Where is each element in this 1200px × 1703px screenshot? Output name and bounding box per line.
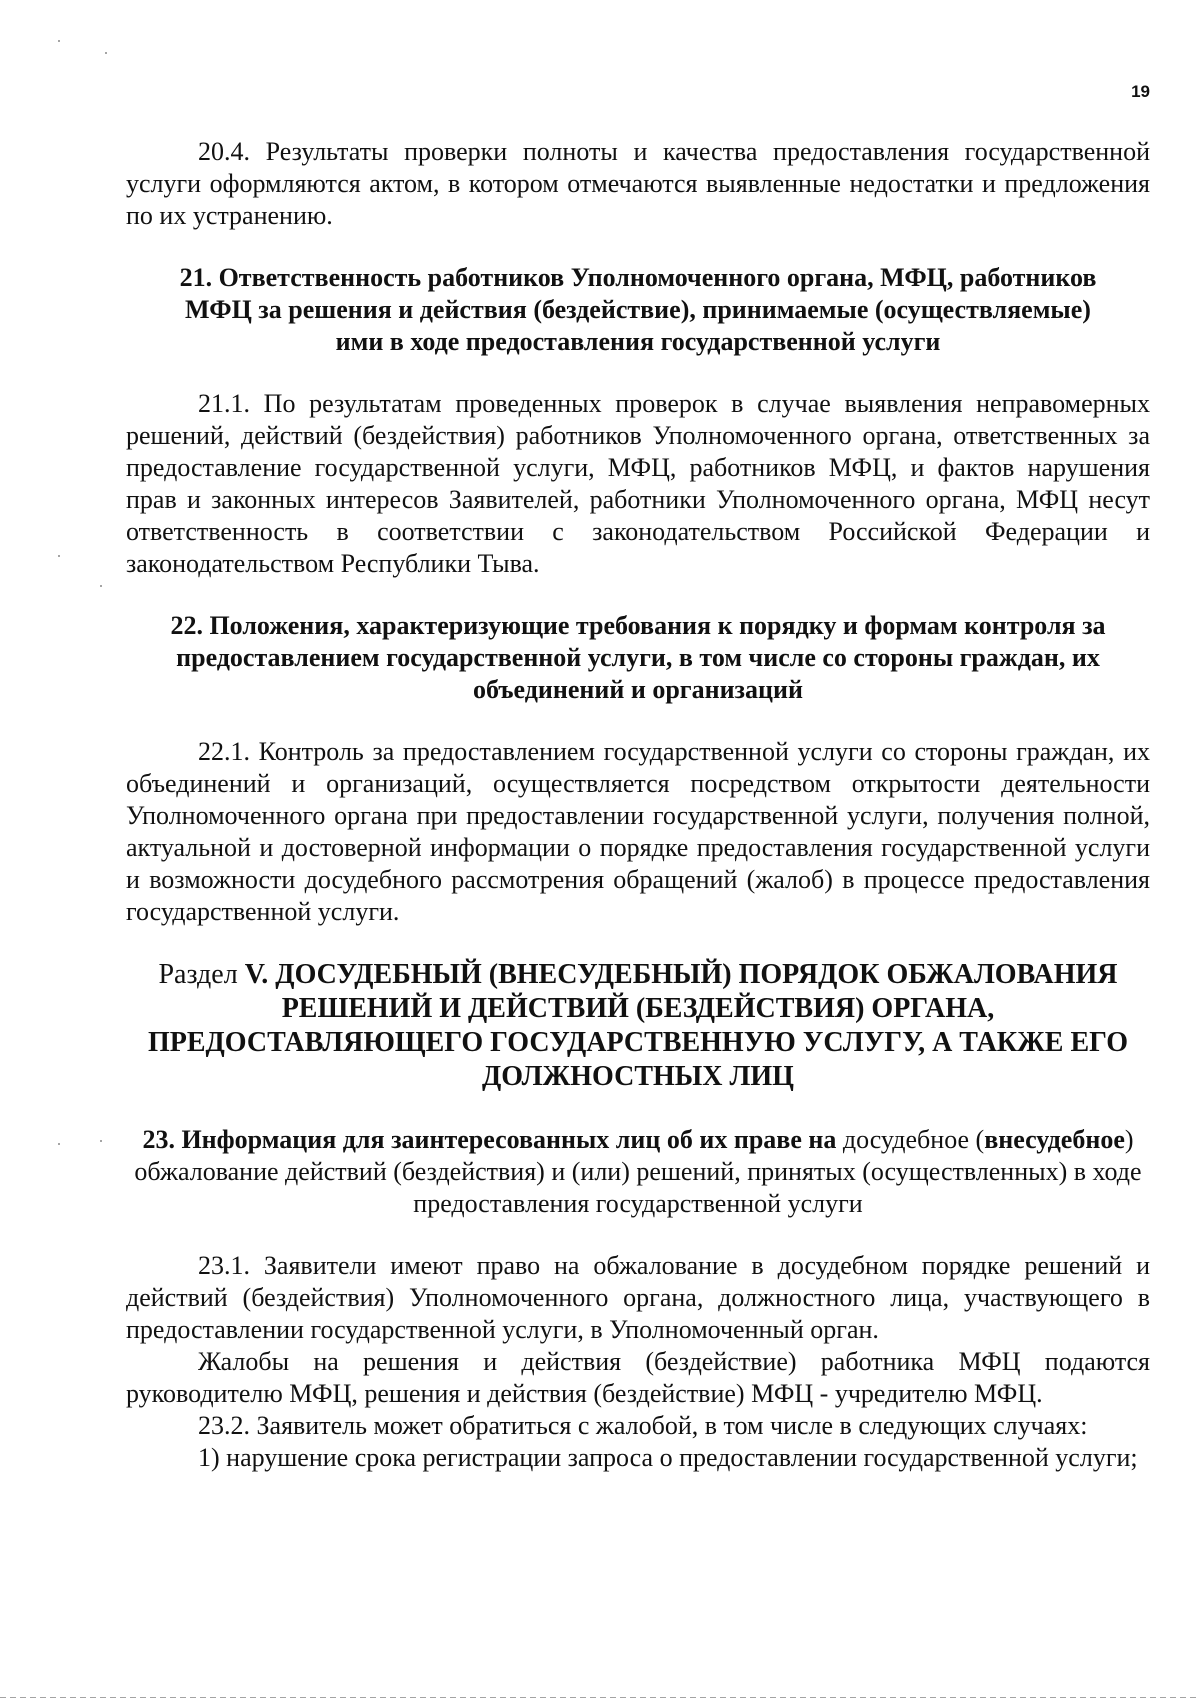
heading-23-part-b: досудебное ( — [842, 1125, 985, 1154]
scan-speck — [105, 52, 107, 54]
scan-speck — [58, 555, 60, 557]
paragraph-20-4: 20.4. Результаты проверки полноты и качества предоставления государственной услуги оформляются актом, в котором отмечаются выявленные недостатки и предложения по их устранению. — [126, 137, 1150, 230]
paragraph-22-1: 22.1. Контроль за предоставлением государственной услуги со стороны граждан, их объединений и организаций, осуществляется посредством открытости деятельности Уполномоченного органа при предоставлении государственной услуги, получения полной, актуальной и достоверной информации о порядке предоставления государственной услуги и возможности досудебного рассмотрения обращений (жалоб) в процессе предоставления государственной услуги. — [126, 737, 1150, 926]
paragraph-23-2: 23.2. Заявитель может обратиться с жалобой, в том числе в следующих случаях: — [198, 1411, 1088, 1440]
paragraph-23-1: 23.1. Заявители имеют право на обжалование в досудебном порядке решений и действий (бездействия) Уполномоченного органа, должностного лица, участвующего в предоставлении государственной услуги, в Уполномоченный орган. — [126, 1251, 1150, 1344]
heading-23 — [126, 1124, 1150, 1220]
paragraph-23-1-complaints: Жалобы на решения и действия (бездействие) работника МФЦ подаются руководителю МФЦ, решения и действия (бездействие) МФЦ - учредителю МФЦ. — [126, 1347, 1150, 1408]
heading-21: 21. Ответственность работников Уполномоченного органа, МФЦ, работников МФЦ за решения и действия (бездействие), принимаемые (осуществляемые) ими в ходе предоставления государственной услуги — [179, 263, 1097, 356]
scan-edge-line — [0, 1697, 1200, 1698]
heading-23-part-d: ) обжалование действий (бездействия) и (или) решений, принятых (осуществленных) в ходе предоставления государственной услуги — [134, 1125, 1142, 1218]
scan-speck — [58, 40, 60, 42]
page-number: 19 — [1131, 82, 1150, 101]
scan-speck — [100, 585, 102, 587]
heading-23-part-c: внесудебное — [984, 1125, 1125, 1154]
heading-23-part-a: 23. Информация для заинтересованных лиц об их праве на — [142, 1125, 843, 1154]
paragraph-21-1: 21.1. По результатам проведенных проверок в случае выявления неправомерных решений, действий (бездействия) работников Уполномоченного органа, ответственных за предоставление государственной услуги, МФЦ, работников МФЦ, и фактов нарушения прав и законных интересов Заявителей, работники Уполномоченного органа, МФЦ несут ответственность в соответствии с законодательством Российской Федерации и законодательством Республики Тыва. — [126, 389, 1150, 578]
section-5-heading — [126, 958, 1150, 1094]
scan-speck — [100, 1140, 102, 1142]
heading-22: 22. Положения, характеризующие требования к порядку и формам контроля за предоставлением государственной услуги, в том числе со стороны граждан, их объединений и организаций — [170, 611, 1106, 704]
scan-speck — [58, 1143, 60, 1145]
paragraph-23-2-item-1: 1) нарушение срока регистрации запроса о предоставлении государственной услуги; — [198, 1443, 1138, 1472]
section-title: V. ДОСУДЕБНЫЙ (ВНЕСУДЕБНЫЙ) ПОРЯДОК ОБЖАЛОВАНИЯ РЕШЕНИЙ И ДЕЙСТВИЙ (БЕЗДЕЙСТВИЯ) ОРГАНА, ПРЕДОСТАВЛЯЮЩЕГО ГОСУДАРСТВЕННУЮ УСЛУГУ, А ТАКЖЕ ЕГО ДОЛЖНОСТНЫХ ЛИЦ — [147, 959, 1129, 1092]
document-body — [126, 136, 1150, 1474]
section-prefix: Раздел — [158, 959, 245, 990]
